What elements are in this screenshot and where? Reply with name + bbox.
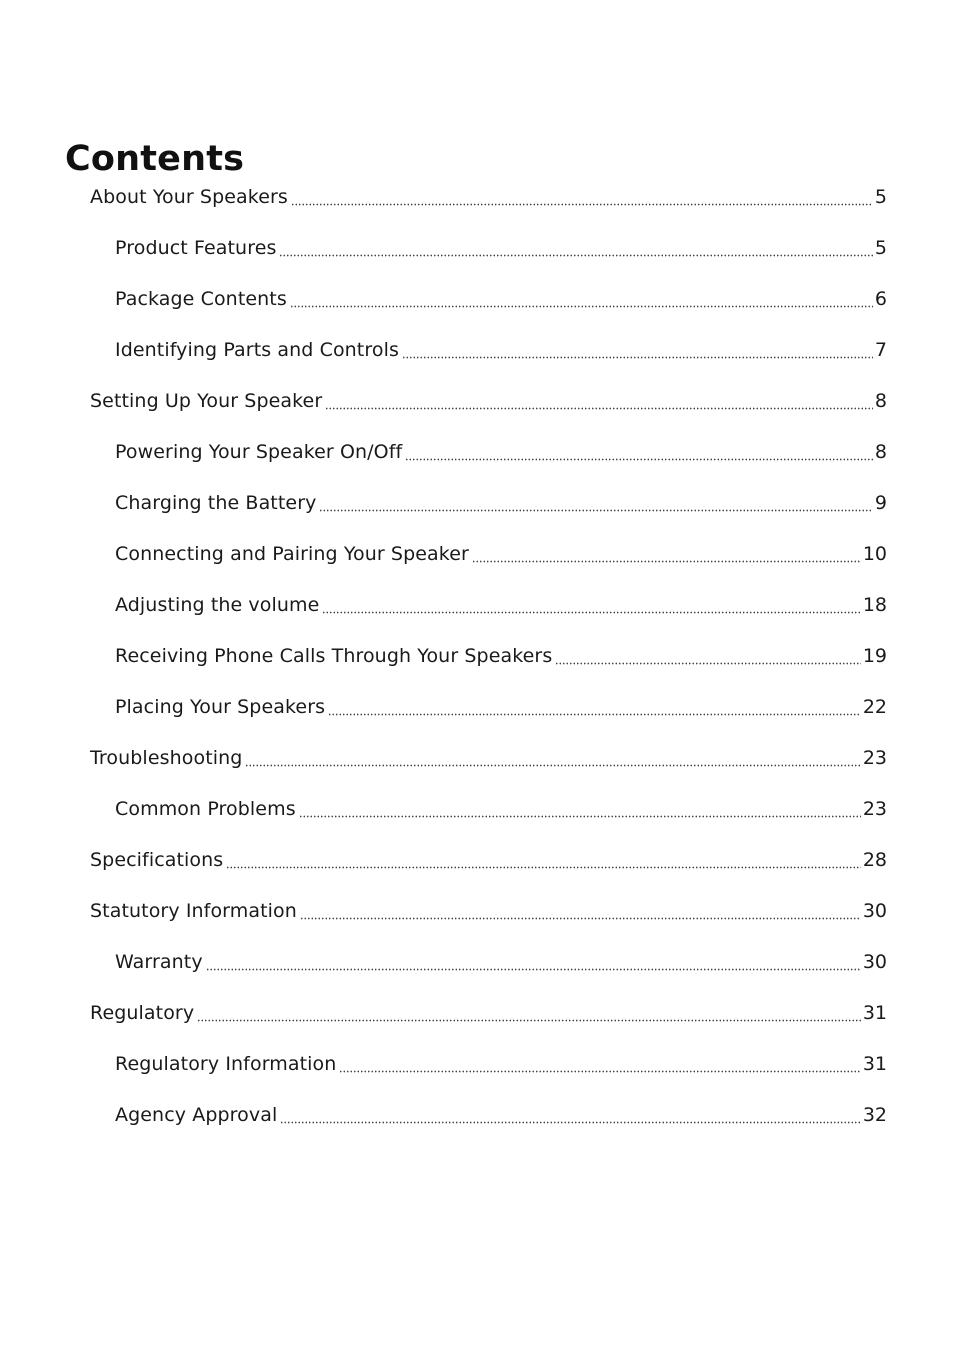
toc-entry-label: Package Contents bbox=[115, 288, 287, 310]
toc-entry-page-number: 22 bbox=[862, 696, 887, 718]
toc-subsection-entry[interactable] bbox=[0, 282, 954, 333]
toc-entry-label: Setting Up Your Speaker bbox=[90, 390, 323, 412]
dot-leader bbox=[197, 996, 861, 1030]
toc-entry-page-number: 23 bbox=[862, 747, 887, 769]
toc-subsection-entry[interactable] bbox=[0, 639, 954, 690]
toc-entry-label: Placing Your Speakers bbox=[115, 696, 326, 718]
dot-leader bbox=[299, 792, 861, 826]
toc-entry-label: Connecting and Pairing Your Speaker bbox=[115, 543, 469, 565]
dot-leader bbox=[325, 384, 873, 418]
toc-entry-page-number: 6 bbox=[874, 288, 887, 310]
toc-subsection-entry[interactable] bbox=[0, 333, 954, 384]
toc-entry-page-number: 8 bbox=[874, 390, 887, 412]
toc-entry-label: Troubleshooting bbox=[90, 747, 243, 769]
dot-leader bbox=[328, 690, 861, 724]
toc-entry-label: Regulatory Information bbox=[115, 1053, 337, 1075]
dot-leader bbox=[279, 231, 872, 265]
toc-subsection-entry[interactable] bbox=[0, 486, 954, 537]
toc-subsection-entry[interactable] bbox=[0, 435, 954, 486]
dot-leader bbox=[322, 588, 860, 622]
toc-entry-label: Adjusting the volume bbox=[115, 594, 320, 616]
toc-entry-label: Charging the Battery bbox=[115, 492, 317, 514]
toc-subsection-entry[interactable] bbox=[0, 537, 954, 588]
toc-entry-page-number: 10 bbox=[862, 543, 887, 565]
dot-leader bbox=[319, 486, 872, 520]
table-of-contents bbox=[0, 180, 954, 1149]
toc-entry-label: Product Features bbox=[115, 237, 277, 259]
toc-entry-page-number: 32 bbox=[862, 1104, 887, 1126]
toc-entry-label: Agency Approval bbox=[115, 1104, 278, 1126]
toc-section-entry[interactable] bbox=[0, 894, 954, 945]
toc-entry-label: Identifying Parts and Controls bbox=[115, 339, 399, 361]
toc-entry-page-number: 7 bbox=[874, 339, 887, 361]
dot-leader bbox=[472, 537, 861, 571]
toc-entry-page-number: 9 bbox=[874, 492, 887, 514]
toc-entry-page-number: 5 bbox=[874, 237, 887, 259]
toc-section-entry[interactable] bbox=[0, 384, 954, 435]
toc-entry-page-number: 31 bbox=[862, 1002, 887, 1024]
toc-entry-page-number: 19 bbox=[862, 645, 887, 667]
dot-leader bbox=[402, 333, 873, 367]
toc-entry-page-number: 30 bbox=[862, 900, 887, 922]
toc-section-entry[interactable] bbox=[0, 843, 954, 894]
toc-subsection-entry[interactable] bbox=[0, 231, 954, 282]
toc-entry-page-number: 31 bbox=[862, 1053, 887, 1075]
dot-leader bbox=[226, 843, 861, 877]
dot-leader bbox=[206, 945, 861, 979]
toc-subsection-entry[interactable] bbox=[0, 588, 954, 639]
toc-entry-label: Common Problems bbox=[115, 798, 296, 820]
toc-entry-label: Warranty bbox=[115, 951, 203, 973]
dot-leader bbox=[339, 1047, 860, 1081]
toc-entry-label: Receiving Phone Calls Through Your Speakers bbox=[115, 645, 553, 667]
toc-subsection-entry[interactable] bbox=[0, 945, 954, 996]
toc-section-entry[interactable] bbox=[0, 996, 954, 1047]
dot-leader bbox=[291, 180, 873, 214]
toc-entry-page-number: 23 bbox=[862, 798, 887, 820]
dot-leader bbox=[290, 282, 873, 316]
page-title: Contents bbox=[65, 139, 245, 179]
toc-section-entry[interactable] bbox=[0, 180, 954, 231]
toc-subsection-entry[interactable] bbox=[0, 792, 954, 843]
toc-entry-page-number: 5 bbox=[874, 186, 887, 208]
toc-entry-page-number: 28 bbox=[862, 849, 887, 871]
toc-entry-label: Powering Your Speaker On/Off bbox=[115, 441, 403, 463]
dot-leader bbox=[300, 894, 861, 928]
dot-leader bbox=[245, 741, 860, 775]
toc-entry-label: Regulatory bbox=[90, 1002, 195, 1024]
toc-entry-page-number: 18 bbox=[862, 594, 887, 616]
dot-leader bbox=[555, 639, 860, 673]
dot-leader bbox=[280, 1098, 860, 1132]
toc-subsection-entry[interactable] bbox=[0, 1098, 954, 1149]
toc-entry-page-number: 8 bbox=[874, 441, 887, 463]
dot-leader bbox=[405, 435, 873, 469]
toc-subsection-entry[interactable] bbox=[0, 690, 954, 741]
toc-entry-label: Statutory Information bbox=[90, 900, 297, 922]
toc-entry-page-number: 30 bbox=[862, 951, 887, 973]
toc-subsection-entry[interactable] bbox=[0, 1047, 954, 1098]
toc-section-entry[interactable] bbox=[0, 741, 954, 792]
toc-entry-label: Specifications bbox=[90, 849, 224, 871]
toc-entry-label: About Your Speakers bbox=[90, 186, 288, 208]
